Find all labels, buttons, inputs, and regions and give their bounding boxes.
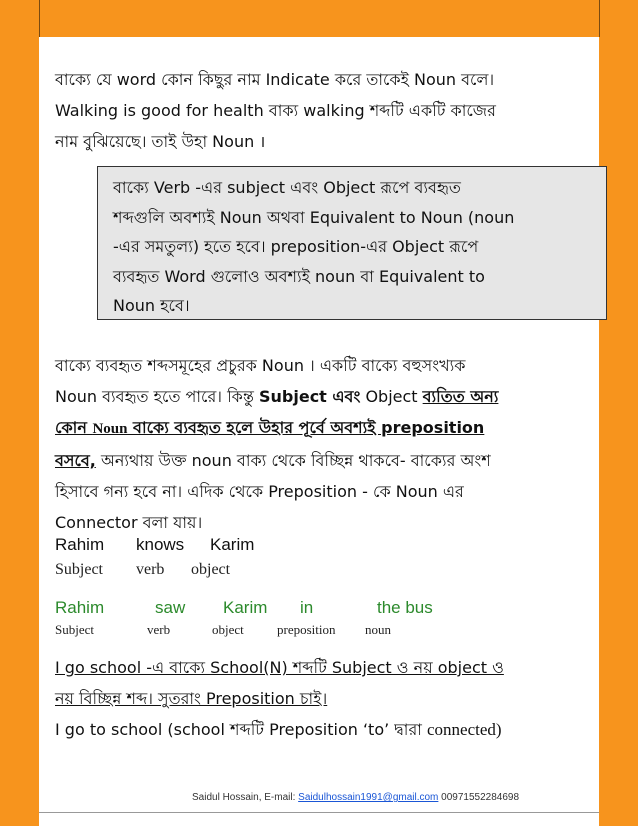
- connector-line-1: বাক্যে ব্যবহৃত শব্দসমূহের প্রচুরক Noun । একটি বাক্যে বহুসংখ্যক: [55, 356, 466, 375]
- example-2-role-noun: noun: [365, 622, 391, 637]
- school-line-2: নয় বিচ্ছিন্ন শব্দ। সুতরাং Preposition চাই।: [55, 689, 328, 708]
- example-2-role-object: object: [212, 622, 244, 637]
- school-paragraph: [55, 652, 600, 745]
- example-2-word-object: Karim: [223, 598, 268, 617]
- footer: [192, 792, 519, 803]
- example-2-word-verb: saw: [155, 598, 186, 617]
- example-1-role-verb: verb: [136, 561, 165, 578]
- rule-line-4: ব্যবহৃত Word গুলোও অবশ্যই noun বা Equivalent to: [113, 266, 485, 286]
- example-2-role-subject: Subject: [55, 622, 94, 637]
- connector-line-5: হিসাবে গন্য হবে না। এদিক থেকে Preposition - কে Noun এর: [55, 482, 464, 501]
- top-border-right-segment: [599, 0, 638, 37]
- top-border-left-segment: [0, 0, 40, 37]
- intro-line-3: নাম বুঝিয়েছে। তাই উহা Noun ।: [55, 132, 266, 151]
- connector-line-3: কোন Noun বাক্যে ব্যবহৃত হলে উহার পূর্বে অবশ্যই preposition: [55, 418, 485, 437]
- top-border-bar: [0, 0, 638, 37]
- intro-line-1: বাক্যে যে word কোন কিছুর নাম Indicate করে তাকেই Noun বলে।: [55, 70, 495, 89]
- rule-line-1: বাক্যে Verb -এর subject এবং Object রূপে ব্যবহৃত: [113, 178, 461, 197]
- example-1-role-object: object: [191, 561, 231, 578]
- rule-box: [97, 166, 607, 320]
- example-2-word-noun: the bus: [377, 598, 433, 617]
- example-2-word-subject: Rahim: [55, 598, 105, 617]
- school-line-3: I go to school (school শব্দটি Preposition ‘to’ দ্বারা connected): [55, 720, 502, 739]
- intro-paragraph: [55, 64, 575, 157]
- example-2-role-verb: verb: [147, 622, 171, 637]
- example-2-word-preposition: in: [300, 598, 314, 617]
- connector-line-4: বসবে, অন্যথায় উক্ত noun বাক্য থেকে বিচ্ছিন্ন থাকবে- বাক্যের অংশ: [55, 451, 491, 470]
- footer-divider: [39, 812, 599, 813]
- example-1-word-subject: Rahim: [55, 535, 105, 554]
- rule-line-5: Noun হবে।: [113, 296, 190, 315]
- rule-line-3: -এর সমতুল্য) হতে হবে। preposition-এর Object রূপে: [113, 237, 479, 256]
- footer-email-link[interactable]: Saidulhossain1991@gmail.com: [298, 792, 439, 803]
- example-1-word-verb: knows: [136, 535, 185, 554]
- school-line-1: I go school -এ বাক্যে School(N) শব্দটি Subject ও নয় object ও: [55, 658, 504, 677]
- footer-phone: 00971552284698: [438, 792, 520, 803]
- intro-line-2: Walking is good for health বাক্য walking শব্দটি একটি কাজের: [55, 101, 496, 120]
- example-2-role-preposition: preposition: [277, 622, 336, 637]
- connector-line-2: Noun ব্যবহৃত হতে পারে। কিন্তু Subject এবং Object ব্যতিত অন্য: [55, 387, 499, 406]
- connector-line-6: Connector বলা যায়।: [55, 513, 203, 532]
- footer-author: Saidul Hossain, E-mail:: [192, 792, 299, 803]
- rule-line-2: শব্দগুলি অবশ্যই Noun অথবা Equivalent to Noun (noun: [113, 207, 515, 227]
- example-1-word-object: Karim: [210, 535, 255, 554]
- example-1-role-subject: Subject: [55, 561, 103, 578]
- connector-paragraph: [55, 350, 575, 538]
